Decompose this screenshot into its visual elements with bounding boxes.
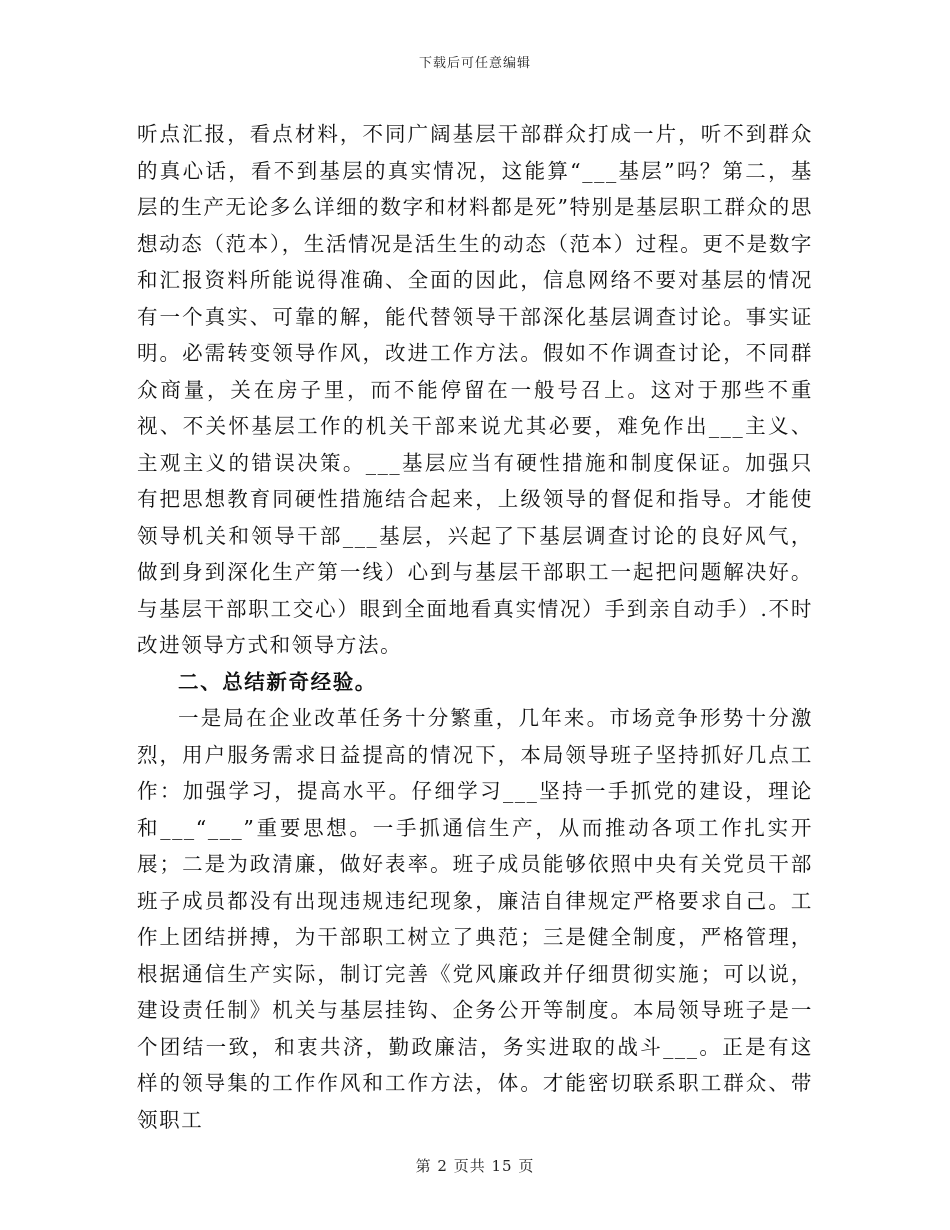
page-header: 下载后可任意编辑 [418, 56, 531, 71]
paragraph-experience: 一是局在企业改革任务十分繁重，几年来。市场竞争形势十分激烈，用户服务需求日益提高的情况下，本局领导班子坚持抓好几点工作：加强学习，提高水平。仔细学习___坚持一手抓党的建设，理论和___“___”重要思想。一手抓通信生产，从而推动各项工作扎实开展；二是为政清廉，做好表率。班子成员能够依照中央有关党员干部班子成员都没有出现违规违纪现象，廉洁自律规定严格要求自己。工作上团结拼搏，为干部职工树立了典范；三是健全制度，严格管理，根据通信生产实际，制订完善《党风廉政并仔细贯彻实施；可以说，建设责任制》机关与基层挂钩、企务公开等制度。本局领导班子是一个团结一致，和衷共济，勤政廉洁，务实进取的战斗___。正是有这样的领导集的工作作风和工作方法，体。才能密切联系职工群众、带领职工 [137, 706, 813, 1132]
paragraph-continued: 听点汇报，看点材料，不同广阔基层干部群众打成一片，听不到群众的真心话，看不到基层的真实情况，这能算“___基层”吗？第二，基层的生产无论多么详细的数字和材料都是死”特别是基层职工群众的思想动态（范本），生活情况是活生生的动态（范本）过程。更不是数字和汇报资料所能说得准确、全面的因此，信息网络不要对基层的情况有一个真实、可靠的解，能代替领导干部深化基层调查讨论。事实证明。必需转变领导作风，改进工作方法。假如不作调查讨论，不同群众商量，关在房子里，而不能停留在一般号召上。这对于那些不重视、不关怀基层工作的机关干部来说尤其必要，难免作出___主义、主观主义的错误决策。___基层应当有硬性措施和制度保证。加强只有把思想教育同硬性措施结合起来，上级领导的督促和指导。才能使领导机关和领导干部___基层，兴起了下基层调查讨论的良好风气，做到身到深化生产第一线）心到与基层干部职工一起把问题解决好。与基层干部职工交心）眼到全面地看真实情况）手到亲自动手）.不时改进领导方式和领导方法。 [137, 122, 813, 657]
document-body [137, 116, 813, 1138]
section-heading: 二、总结新奇经验。 [178, 669, 377, 694]
page-number: 第 2 页共 15 页 [415, 1157, 535, 1175]
